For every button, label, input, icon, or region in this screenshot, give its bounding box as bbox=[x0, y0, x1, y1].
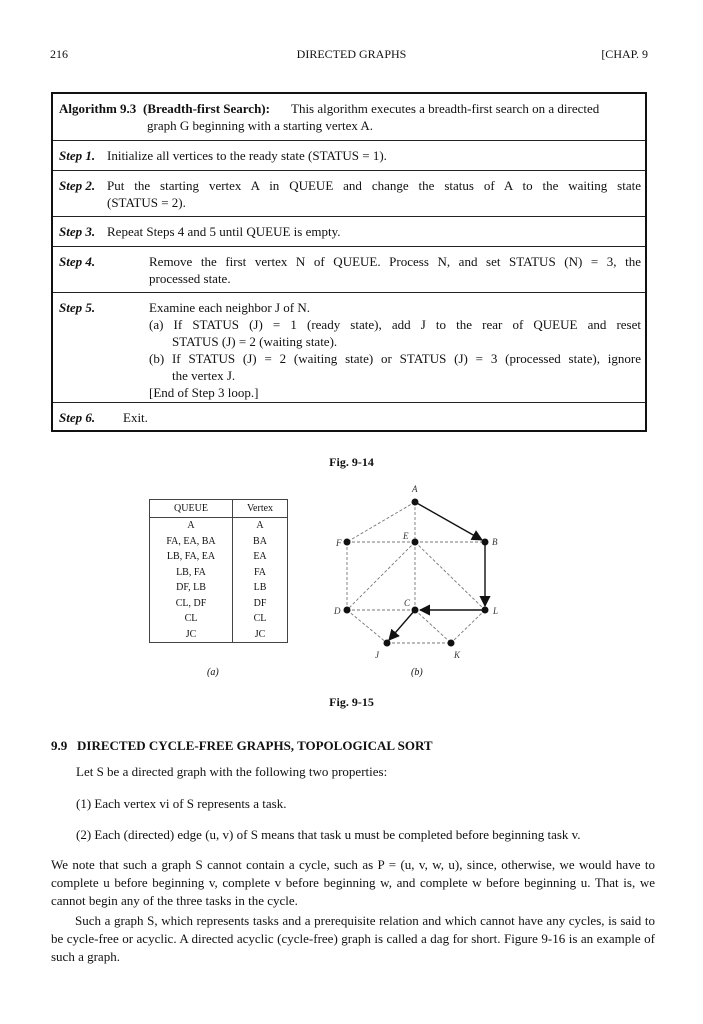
bfs-table bbox=[149, 499, 288, 643]
queue-cell: LB, FA bbox=[150, 565, 233, 581]
list-item-1: (1) Each vertex vi of S represents a task. bbox=[76, 796, 287, 811]
step-text: Initialize all vertices to the ready state (STATUS = 1). bbox=[107, 148, 387, 163]
table-row bbox=[150, 565, 288, 581]
step-text: (b) If STATUS (J) = 2 (waiting state) or STATUS (J) = 3 (processed state), ignore bbox=[149, 351, 641, 366]
vertex-a bbox=[412, 499, 419, 506]
queue-cell: A bbox=[150, 518, 233, 534]
vertex-cell: EA bbox=[253, 551, 267, 563]
step-text: STATUS (J) = 2 (waiting state). bbox=[172, 334, 338, 349]
step-2 bbox=[53, 170, 645, 217]
step-text: processed state. bbox=[149, 271, 231, 286]
vertex-label: J bbox=[375, 650, 379, 660]
vertex-label: F bbox=[336, 538, 342, 548]
queue-cell: DF, LB bbox=[150, 580, 233, 596]
vertex-label: L bbox=[493, 606, 499, 616]
vertex-label: C bbox=[404, 598, 411, 608]
algorithm-title: (Breadth-first Search): bbox=[143, 101, 270, 116]
step-4 bbox=[53, 246, 645, 293]
algorithm-intro: This algorithm executes a breadth-first search on a directed bbox=[291, 101, 600, 116]
vertex-cell: DF bbox=[253, 597, 267, 609]
step-label: Step 6. bbox=[59, 410, 96, 425]
step-text: (STATUS = 2). bbox=[107, 195, 186, 210]
step-text: Remove the first vertex N of QUEUE. Process N, and set STATUS (N) = 3, the bbox=[149, 254, 641, 269]
algorithm-heading bbox=[53, 94, 645, 140]
table-row bbox=[150, 611, 288, 627]
vertex-labels bbox=[333, 484, 498, 660]
queue-cell: JC bbox=[150, 627, 233, 643]
table-row bbox=[150, 549, 288, 565]
graph-vertices bbox=[344, 499, 489, 647]
table-row bbox=[150, 596, 288, 612]
vertex-f bbox=[344, 539, 351, 546]
step-text: Exit. bbox=[123, 410, 148, 425]
queue-cell: LB, FA, EA bbox=[150, 549, 233, 565]
vertex-label: K bbox=[454, 650, 461, 660]
queue-cell: CL, DF bbox=[150, 596, 233, 612]
vertex-cell: CL bbox=[253, 613, 267, 625]
chapter-label: [CHAP. 9 bbox=[601, 47, 648, 61]
section-intro: Let S be a directed graph with the following two properties: bbox=[76, 764, 388, 779]
vertex-cell: BA bbox=[253, 535, 267, 547]
vertex-cell: JC bbox=[254, 628, 266, 640]
vertex-label: B bbox=[492, 537, 498, 547]
section-number: 9.9 bbox=[51, 738, 68, 753]
list-item-2: (2) Each (directed) edge (u, v) of S means that task u must be completed before beginning task v. bbox=[76, 827, 581, 842]
vertex-cell: LB bbox=[253, 582, 267, 594]
step-text: Put the starting vertex A in QUEUE and change the status of A to the waiting state bbox=[107, 178, 641, 193]
vertex-d bbox=[344, 607, 351, 614]
section-title: DIRECTED CYCLE-FREE GRAPHS, TOPOLOGICAL SORT bbox=[77, 738, 433, 753]
vertex-l bbox=[482, 607, 489, 614]
vertex-cell: FA bbox=[253, 566, 267, 578]
step-text: [End of Step 3 loop.] bbox=[149, 385, 259, 400]
table-row bbox=[150, 518, 288, 534]
step-label: Step 3. bbox=[59, 224, 96, 239]
vertex-b bbox=[482, 539, 489, 546]
table-row bbox=[150, 627, 288, 643]
dashed-edges bbox=[347, 502, 485, 643]
table-row bbox=[150, 534, 288, 550]
fig-9-15-caption: Fig. 9-15 bbox=[329, 695, 374, 709]
algorithm-box bbox=[51, 92, 647, 432]
paragraph-2: Such a graph S, which represents tasks and a prerequisite relation and which cannot have any cycles, is said to be cycle-free or acyclic. A directed acyclic (cycle-free) graph is called a dag for short. Figure 9-16 is an example of such a graph. bbox=[51, 913, 655, 964]
step-6 bbox=[53, 402, 645, 431]
page-number: 216 bbox=[50, 47, 68, 61]
fig-9-14-caption: Fig. 9-14 bbox=[329, 455, 374, 469]
queue-cell: CL bbox=[150, 611, 233, 627]
table-header-queue: QUEUE bbox=[150, 500, 233, 518]
table-header-vertex: Vertex bbox=[233, 500, 288, 518]
step-text: Repeat Steps 4 and 5 until QUEUE is empty. bbox=[107, 224, 341, 239]
solid-edges bbox=[389, 502, 485, 640]
queue-cell: FA, EA, BA bbox=[150, 534, 233, 550]
vertex-e bbox=[412, 539, 419, 546]
step-text: the vertex J. bbox=[172, 368, 236, 383]
vertex-label: A bbox=[412, 484, 418, 494]
step-3 bbox=[53, 216, 645, 247]
paragraph-1: We note that such a graph S cannot contain a cycle, such as P = (u, v, w, u), since, otherwise, we would have to complete u before beginning v, complete v before beginning w, and complete w before beginning u. That is, we cannot begin any of the three tasks in the cycle. bbox=[51, 857, 655, 908]
vertex-cell: A bbox=[256, 520, 264, 532]
subfig-a-label: (a) bbox=[207, 667, 219, 678]
table-row bbox=[150, 580, 288, 596]
bfs-graph bbox=[300, 480, 520, 670]
step-label: Step 1. bbox=[59, 148, 96, 163]
algorithm-intro-cont: graph G beginning with a starting vertex A. bbox=[147, 118, 374, 133]
step-label: Step 4. bbox=[59, 254, 96, 269]
step-label: Step 5. bbox=[59, 300, 96, 315]
step-1 bbox=[53, 140, 645, 171]
vertex-c bbox=[412, 607, 419, 614]
vertex-label: D bbox=[334, 606, 341, 616]
vertex-label: E bbox=[403, 531, 409, 541]
subfig-b-label: (b) bbox=[411, 667, 423, 678]
step-text: Examine each neighbor J of N. bbox=[149, 300, 311, 315]
step-text: (a) If STATUS (J) = 1 (ready state), add J to the rear of QUEUE and reset bbox=[149, 317, 641, 332]
vertex-k bbox=[448, 640, 455, 647]
running-title: DIRECTED GRAPHS bbox=[296, 47, 407, 61]
step-5 bbox=[53, 292, 645, 403]
algorithm-name: Algorithm 9.3 bbox=[59, 101, 137, 116]
step-label: Step 2. bbox=[59, 178, 96, 193]
section-heading bbox=[51, 738, 433, 754]
vertex-j bbox=[384, 640, 391, 647]
